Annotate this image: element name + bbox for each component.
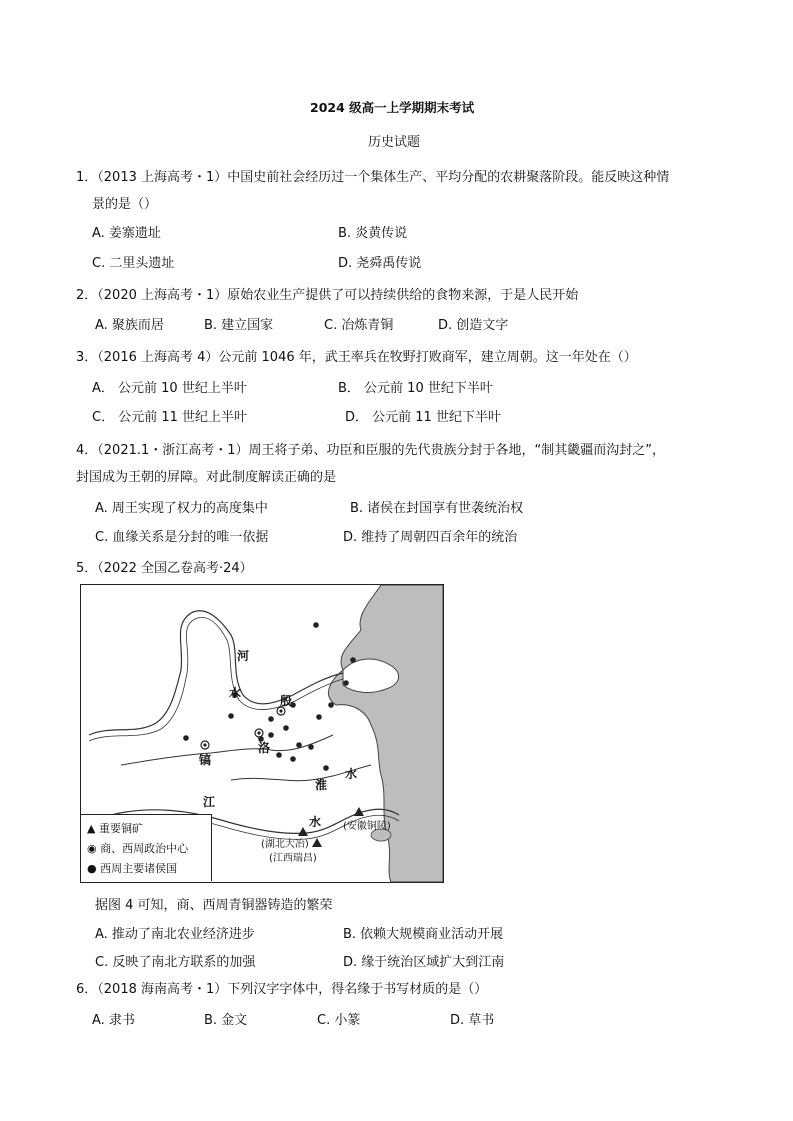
map-label-shui-1: 水 — [229, 686, 242, 700]
question-4-option-b[interactable]: B. 诸侯在封国享有世袭统治权 — [350, 501, 524, 516]
question-4-option-d[interactable]: D. 维持了周朝四百余年的统治 — [343, 530, 518, 545]
map-legend — [81, 814, 212, 881]
dot-icon: ● — [87, 862, 97, 875]
question-2-option-d[interactable]: D. 创造文字 — [438, 318, 509, 333]
map-label-shui-2: 水 — [345, 767, 358, 781]
question-4-stem-cont: 封国成为王朝的屏障。对此制度解读正确的是 — [76, 470, 337, 485]
question-4-option-a[interactable]: A. 周王实现了权力的高度集中 — [95, 501, 268, 516]
map-label-anhui: (安徽铜陵) — [343, 821, 391, 832]
question-5-option-a[interactable]: A. 推动了南北农业经济进步 — [95, 927, 255, 942]
question-2-stem: 2．（2020 上海高考・1）原始农业生产提供了可以持续供给的食物来源，于是人民开始 — [76, 288, 579, 303]
legend-label: 商、西周政治中心 — [100, 842, 189, 855]
question-2-option-a[interactable]: A. 聚族而居 — [95, 318, 164, 333]
question-1-stem-cont: 景的是（） — [92, 197, 158, 212]
vassal-dot — [268, 732, 274, 738]
question-6-option-c[interactable]: C. 小篆 — [317, 1013, 361, 1028]
vassal-dot — [313, 622, 319, 628]
legend-label: 西周主要诸侯国 — [100, 862, 178, 875]
question-2-option-c[interactable]: C. 冶炼青铜 — [324, 318, 394, 333]
vassal-dot — [350, 657, 356, 663]
yellow-river-bank — [89, 617, 343, 741]
question-3-option-c[interactable]: C． 公元前 11 世纪上半叶 — [92, 410, 248, 425]
map-label-hao: 镐 — [199, 753, 212, 767]
question-5-stem-cont: 据图 4 可知，商、西周青铜器铸造的繁荣 — [95, 898, 333, 913]
map-label-shui-3: 水 — [309, 815, 322, 829]
circle-dot-icon: ◉ — [87, 842, 97, 855]
legend-row-mine — [87, 820, 143, 836]
vassal-dot — [296, 742, 302, 748]
question-1-option-a[interactable]: A. 姜寨遗址 — [92, 226, 161, 241]
historical-map — [80, 584, 444, 883]
vassal-dot — [308, 744, 314, 750]
vassal-dot — [183, 735, 189, 741]
question-5-stem: 5．（2022 全国乙卷高考·24） — [76, 561, 253, 576]
question-3-option-a[interactable]: A． 公元前 10 世纪上半叶 — [92, 381, 247, 396]
question-6-option-d[interactable]: D. 草书 — [450, 1013, 495, 1028]
vassal-dot — [316, 714, 322, 720]
vassal-dot — [323, 765, 329, 771]
exam-subtitle: 历史试题 — [368, 135, 421, 150]
question-5-option-d[interactable]: D. 缘于统治区域扩大到江南 — [343, 955, 505, 970]
vassal-dot — [343, 680, 349, 686]
legend-row-vassal — [87, 860, 177, 876]
map-label-hubei: (湖北大冶) — [261, 839, 309, 850]
question-6-option-b[interactable]: B. 金文 — [204, 1013, 248, 1028]
question-1-option-d[interactable]: D. 尧舜禹传说 — [338, 256, 422, 271]
wei-river — [121, 735, 333, 765]
question-1-option-c[interactable]: C. 二里头遗址 — [92, 256, 175, 271]
question-4-stem: 4．（2021.1・浙江高考・1）周王将子弟、功臣和臣服的先代贵族分封于各地，“制其畿疆而沟封之”， — [76, 443, 665, 458]
question-3-stem: 3．（2016 上海高考 4）公元前 1046 年，武王率兵在牧野打败商军，建立周朝。这一年处在（） — [76, 350, 637, 365]
yellow-river — [89, 611, 343, 735]
question-4-option-c[interactable]: C. 血缘关系是分封的唯一依据 — [95, 530, 269, 545]
legend-label: 重要铜矿 — [98, 822, 143, 835]
question-3-option-b[interactable]: B． 公元前 10 世纪下半叶 — [338, 381, 493, 396]
political-centres — [201, 707, 285, 749]
political-centres-core — [203, 709, 282, 746]
triangle-icon: ▲ — [87, 822, 96, 835]
map-label-he: 河 — [237, 649, 250, 663]
vassal-dot — [328, 702, 334, 708]
vassal-dot — [290, 756, 296, 762]
map-label-jiangxi: (江西瑞昌) — [269, 853, 317, 864]
legend-row-centre — [87, 840, 188, 856]
vassal-dot — [268, 716, 274, 722]
vassal-dot — [283, 725, 289, 731]
question-1-option-b[interactable]: B. 炎黄传说 — [338, 226, 408, 241]
question-6-stem: 6．（2018 海南高考・1）下列汉字字体中，得名缘于书写材质的是（） — [76, 982, 488, 997]
vassal-dot — [276, 752, 282, 758]
map-label-luo: 洛 — [258, 741, 271, 755]
question-1-stem: 1．（2013 上海高考・1）中国史前社会经历过一个集体生产、平均分配的农耕聚落阶段。能反映这种情 — [76, 170, 670, 185]
question-5-option-c[interactable]: C. 反映了南北方联系的加强 — [95, 955, 256, 970]
map-label-yin: 殷 — [280, 694, 293, 708]
vassal-dot — [228, 713, 234, 719]
mine-jiangxi — [312, 838, 322, 847]
question-5-option-b[interactable]: B. 依赖大规模商业活动开展 — [343, 927, 504, 942]
question-3-option-d[interactable]: D． 公元前 11 世纪下半叶 — [345, 410, 501, 425]
map-label-huai: 淮 — [315, 778, 328, 792]
question-2-option-b[interactable]: B. 建立国家 — [204, 318, 274, 333]
map-label-jiang: 江 — [203, 795, 216, 809]
exam-title: 2024 级高一上学期期末考试 — [310, 100, 475, 115]
question-6-option-a[interactable]: A. 隶书 — [92, 1013, 135, 1028]
